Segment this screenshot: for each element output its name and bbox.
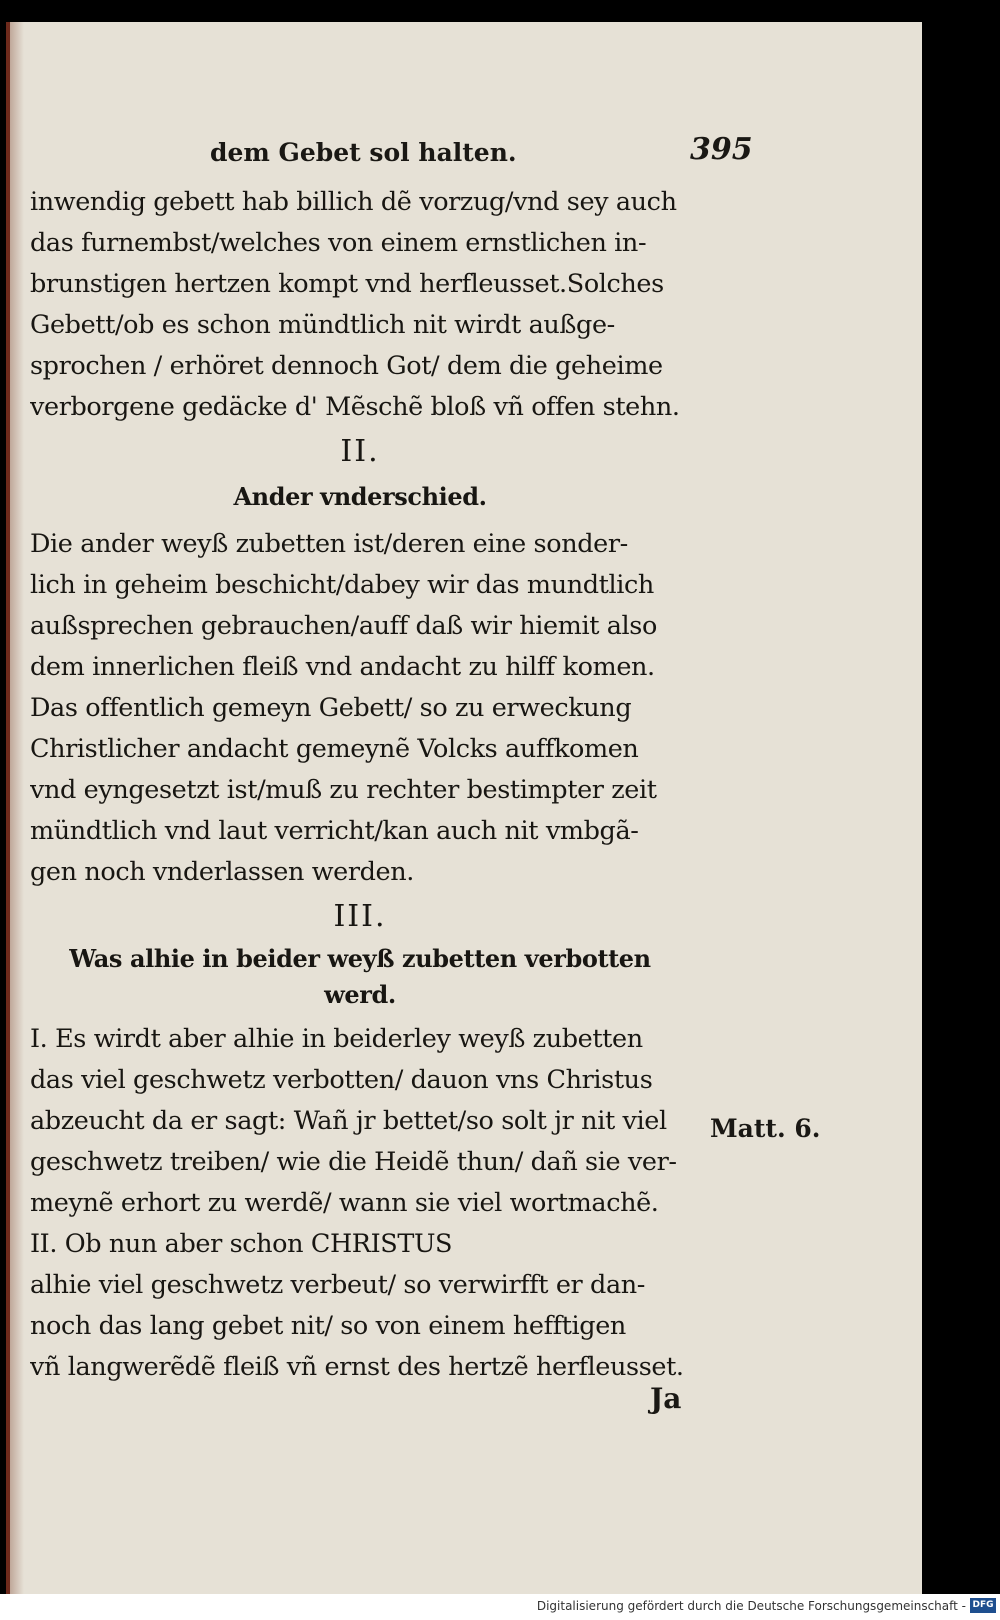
text-line: mündtlich vnd laut verricht/kan auch nit vmbgã- <box>30 816 639 846</box>
text-line: noch das lang gebet nit/ so von einem hefftigen <box>30 1311 626 1341</box>
section-numeral: II. <box>340 434 380 469</box>
section-heading-continued: werd. <box>324 980 396 1009</box>
page-number: 395 <box>690 132 753 167</box>
text-line: meynẽ erhort zu werdẽ/ wann sie viel wortmachẽ. <box>30 1188 659 1218</box>
text-line: dem innerlichen fleiß vnd andacht zu hilff komen. <box>30 652 655 682</box>
section-numeral: III. <box>333 899 387 934</box>
running-title: dem Gebet sol halten. <box>210 138 517 167</box>
footer-bar <box>0 1594 1000 1620</box>
book-page <box>6 22 922 1594</box>
text-line: geschwetz treiben/ wie die Heidẽ thun/ dañ sie ver- <box>30 1147 677 1177</box>
text-line: gen noch vnderlassen werden. <box>30 857 414 887</box>
dfg-logo-icon: DFG <box>970 1598 996 1613</box>
page-body <box>30 182 710 1388</box>
text-line: abzeucht da er sagt: Wañ jr bettet/so solt jr nit viel <box>30 1106 667 1136</box>
text-line: alhie viel geschwetz verbeut/ so verwirfft er dan- <box>30 1270 646 1300</box>
text-line: II. Ob nun aber schon CHRISTUS <box>30 1229 453 1259</box>
section-heading: Was alhie in beider weyß zubetten verbotten <box>69 944 651 973</box>
text-line: Christlicher andacht gemeynẽ Volcks auffkomen <box>30 734 639 764</box>
text-line: I. Es wirdt aber alhie in beiderley weyß zubetten <box>30 1024 643 1054</box>
text-line: das viel geschwetz verbotten/ dauon vns Christus <box>30 1065 653 1095</box>
text-line: verborgene gedäcke d' Mẽschẽ bloß vñ offen stehn. <box>30 392 680 422</box>
section-heading: Ander vnderschied. <box>233 482 487 511</box>
text-line: vñ langwerẽdẽ fleiß vñ ernst des hertzẽ herfleusset. <box>30 1352 684 1382</box>
footer-credit: Digitalisierung gefördert durch die Deutsche Forschungsgemeinschaft - <box>536 1599 966 1613</box>
text-line: außsprechen gebrauchen/auff daß wir hiemit also <box>30 611 657 641</box>
text-line: inwendig gebett hab billich dẽ vorzug/vnd sey auch <box>30 187 677 217</box>
text-line: Gebett/ob es schon mündtlich nit wirdt außge- <box>30 310 615 340</box>
margin-note: Matt. 6. <box>710 1114 821 1143</box>
text-line: vnd eyngesetzt ist/muß zu rechter bestimpter zeit <box>30 775 657 805</box>
text-line: Das offentlich gemeyn Gebett/ so zu erweckung <box>30 693 632 723</box>
catchword: Ja <box>650 1382 682 1415</box>
text-line: lich in geheim beschicht/dabey wir das mundtlich <box>30 570 654 600</box>
scan-background <box>922 0 1000 1594</box>
text-line: brunstigen hertzen kompt vnd herfleusset.Solches <box>30 269 664 299</box>
text-line: das furnembst/welches von einem ernstlichen in- <box>30 228 647 258</box>
text-line: Die ander weyß zubetten ist/deren eine sonder- <box>30 529 628 559</box>
page-header <box>10 132 922 172</box>
text-line: sprochen / erhöret dennoch Got/ dem die geheime <box>30 351 663 381</box>
